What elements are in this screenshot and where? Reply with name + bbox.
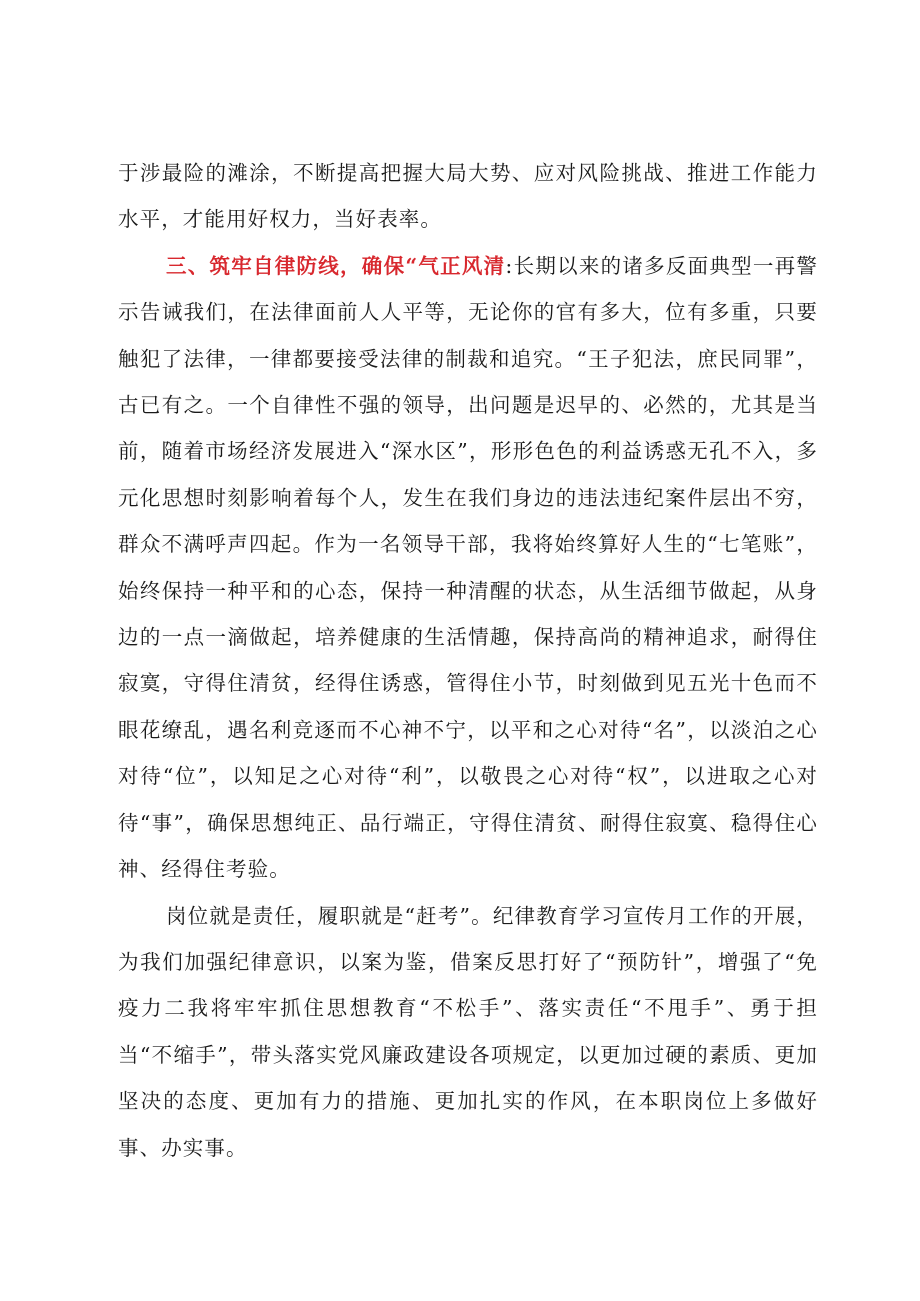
section-three-body: :长期以来的诸多反面典型一再警示告诫我们，在法律面前人人平等，无论你的官有多大，位有多重，只要触犯了法律，一律都要接受法律的制裁和追究。“王子犯法，庶民同罪”，古已有之。一个自律性不强的领导，出问题是迟早的、必然的，尤其是当前，随着市场经济发展进入“深水区”，形形色色的利益诱惑无孔不入，多元化思想时刻影响着每个人，发生在我们身边的违法违纪案件层出不穷，群众不满呼声四起。作为一名领导干部，我将始终算好人生的“七笔账”，始终保持一种平和的心态，保持一种清醒的状态，从生活细节做起，从身边的一点一滴做起，培养健康的生活情趣，保持高尚的精神追求，耐得住寂寞，守得住清贫，经得住诱惑，管得住小节，时刻做到见五光十色而不眼花缭乱，遇名利竞逐而不心神不宁，以平和之心对待“名”，以淡泊之心对待“位”，以知足之心对待“利”，以敬畏之心对待“权”，以进取之心对待“事”，确保思想纯正、品行端正，守得住清贫、耐得住寂寞、稳得住心神、经得住考验。 xyxy=(118,253,819,882)
paragraph-continuation: 于涉最险的滩涂，不断提高把握大局大势、应对风险挑战、推进工作能力水平，才能用好权力，当好表率。 xyxy=(118,161,818,232)
conclusion-paragraph: 岗位就是责任，履职就是“赶考”。纪律教育学习宣传月工作的开展，为我们加强纪律意识，以案为鉴，借案反思打好了“预防针”，增强了“免疫力二我将牢牢抓住思想教育“不松手”、落实责任“不甩手”、勇于担当“不缩手”，带头落实党风廉政建设各项规定，以更加过硬的素质、更加坚决的态度、更加有力的措施、更加扎实的作风，在本职岗位上多做好事、办实事。 xyxy=(118,903,818,1160)
section-three-heading: 三、筑牢自律防线，确保“气正风清 xyxy=(166,253,506,278)
document-page xyxy=(118,150,818,1171)
section-three-paragraph xyxy=(118,243,818,893)
